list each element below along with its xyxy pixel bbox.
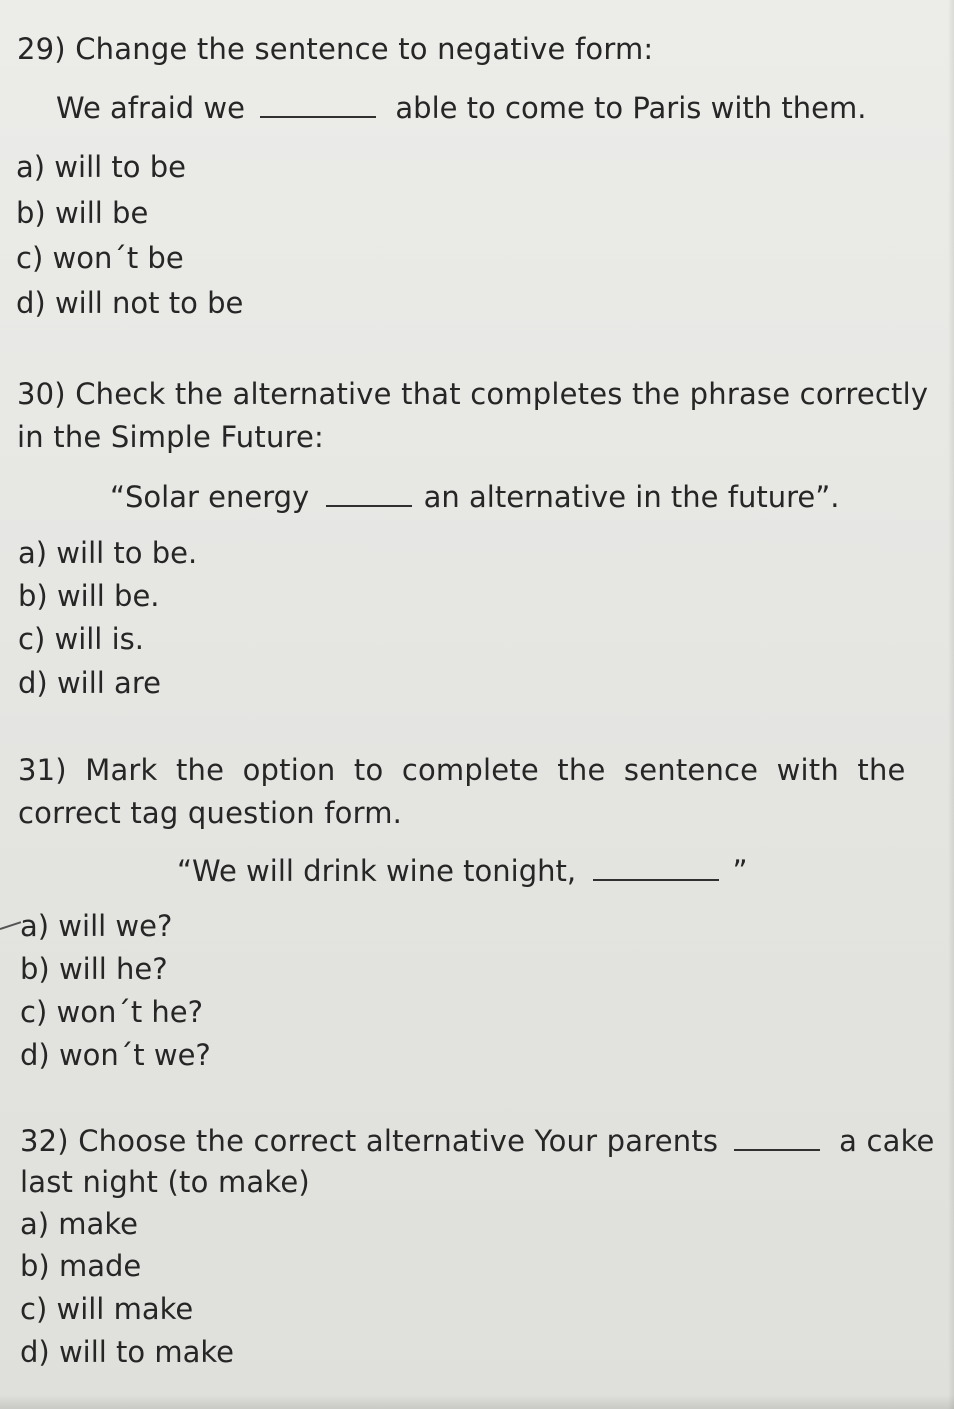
question-32-title-line1 [20, 1123, 935, 1159]
statement-before: We afraid we [56, 91, 245, 125]
pen-mark [0, 921, 21, 930]
option-30-d: d) will are [18, 666, 161, 700]
option-29-b: b) will be [16, 196, 149, 230]
page-edge-shadow [948, 0, 954, 1409]
page-bottom-edge [0, 1395, 954, 1409]
statement-before: “Solar energy [110, 480, 310, 514]
question-31-title-line1: 31) Mark the option to complete the sentence with the [18, 753, 906, 787]
question-30-title-line1: 30) Check the alternative that completes the phrase correctly [17, 377, 929, 411]
answer-blank [734, 1123, 820, 1151]
option-32-c: c) will make [20, 1292, 194, 1326]
option-32-a: a) make [20, 1207, 138, 1241]
statement-after: able to come to Paris with them. [395, 91, 867, 125]
option-29-a: a) will to be [16, 150, 186, 184]
question-31-statement [177, 853, 748, 889]
title-before: 32) Choose the correct alternative Your parents [20, 1124, 719, 1158]
option-31-c: c) won´t he? [20, 995, 204, 1029]
question-29-title: 29) Change the sentence to negative form: [17, 32, 654, 66]
statement-before: “We will drink wine tonight, [177, 854, 577, 888]
option-29-c: c) won´t be [16, 241, 184, 275]
question-32-title-line2: last night (to make) [20, 1165, 310, 1199]
statement-after: an alternative in the future”. [423, 480, 840, 514]
option-31-a: a) will we? [20, 909, 173, 943]
option-32-d: d) will to make [20, 1335, 235, 1369]
option-32-b: b) made [20, 1249, 142, 1283]
question-30-statement [110, 479, 839, 515]
question-29-statement [56, 90, 866, 126]
question-30-title-line2: in the Simple Future: [17, 420, 325, 454]
answer-blank [593, 853, 719, 881]
option-30-c: c) will is. [18, 622, 144, 656]
statement-after: ” [732, 854, 748, 888]
option-31-b: b) will he? [20, 952, 168, 986]
answer-blank [260, 90, 376, 118]
title-after: a cake [839, 1124, 935, 1158]
option-30-b: b) will be. [18, 579, 160, 613]
option-30-a: a) will to be. [18, 536, 198, 570]
option-31-d: d) won´t we? [20, 1038, 211, 1072]
question-31-title-line2: correct tag question form. [18, 796, 403, 830]
option-29-d: d) will not to be [16, 286, 244, 320]
answer-blank [326, 479, 412, 507]
